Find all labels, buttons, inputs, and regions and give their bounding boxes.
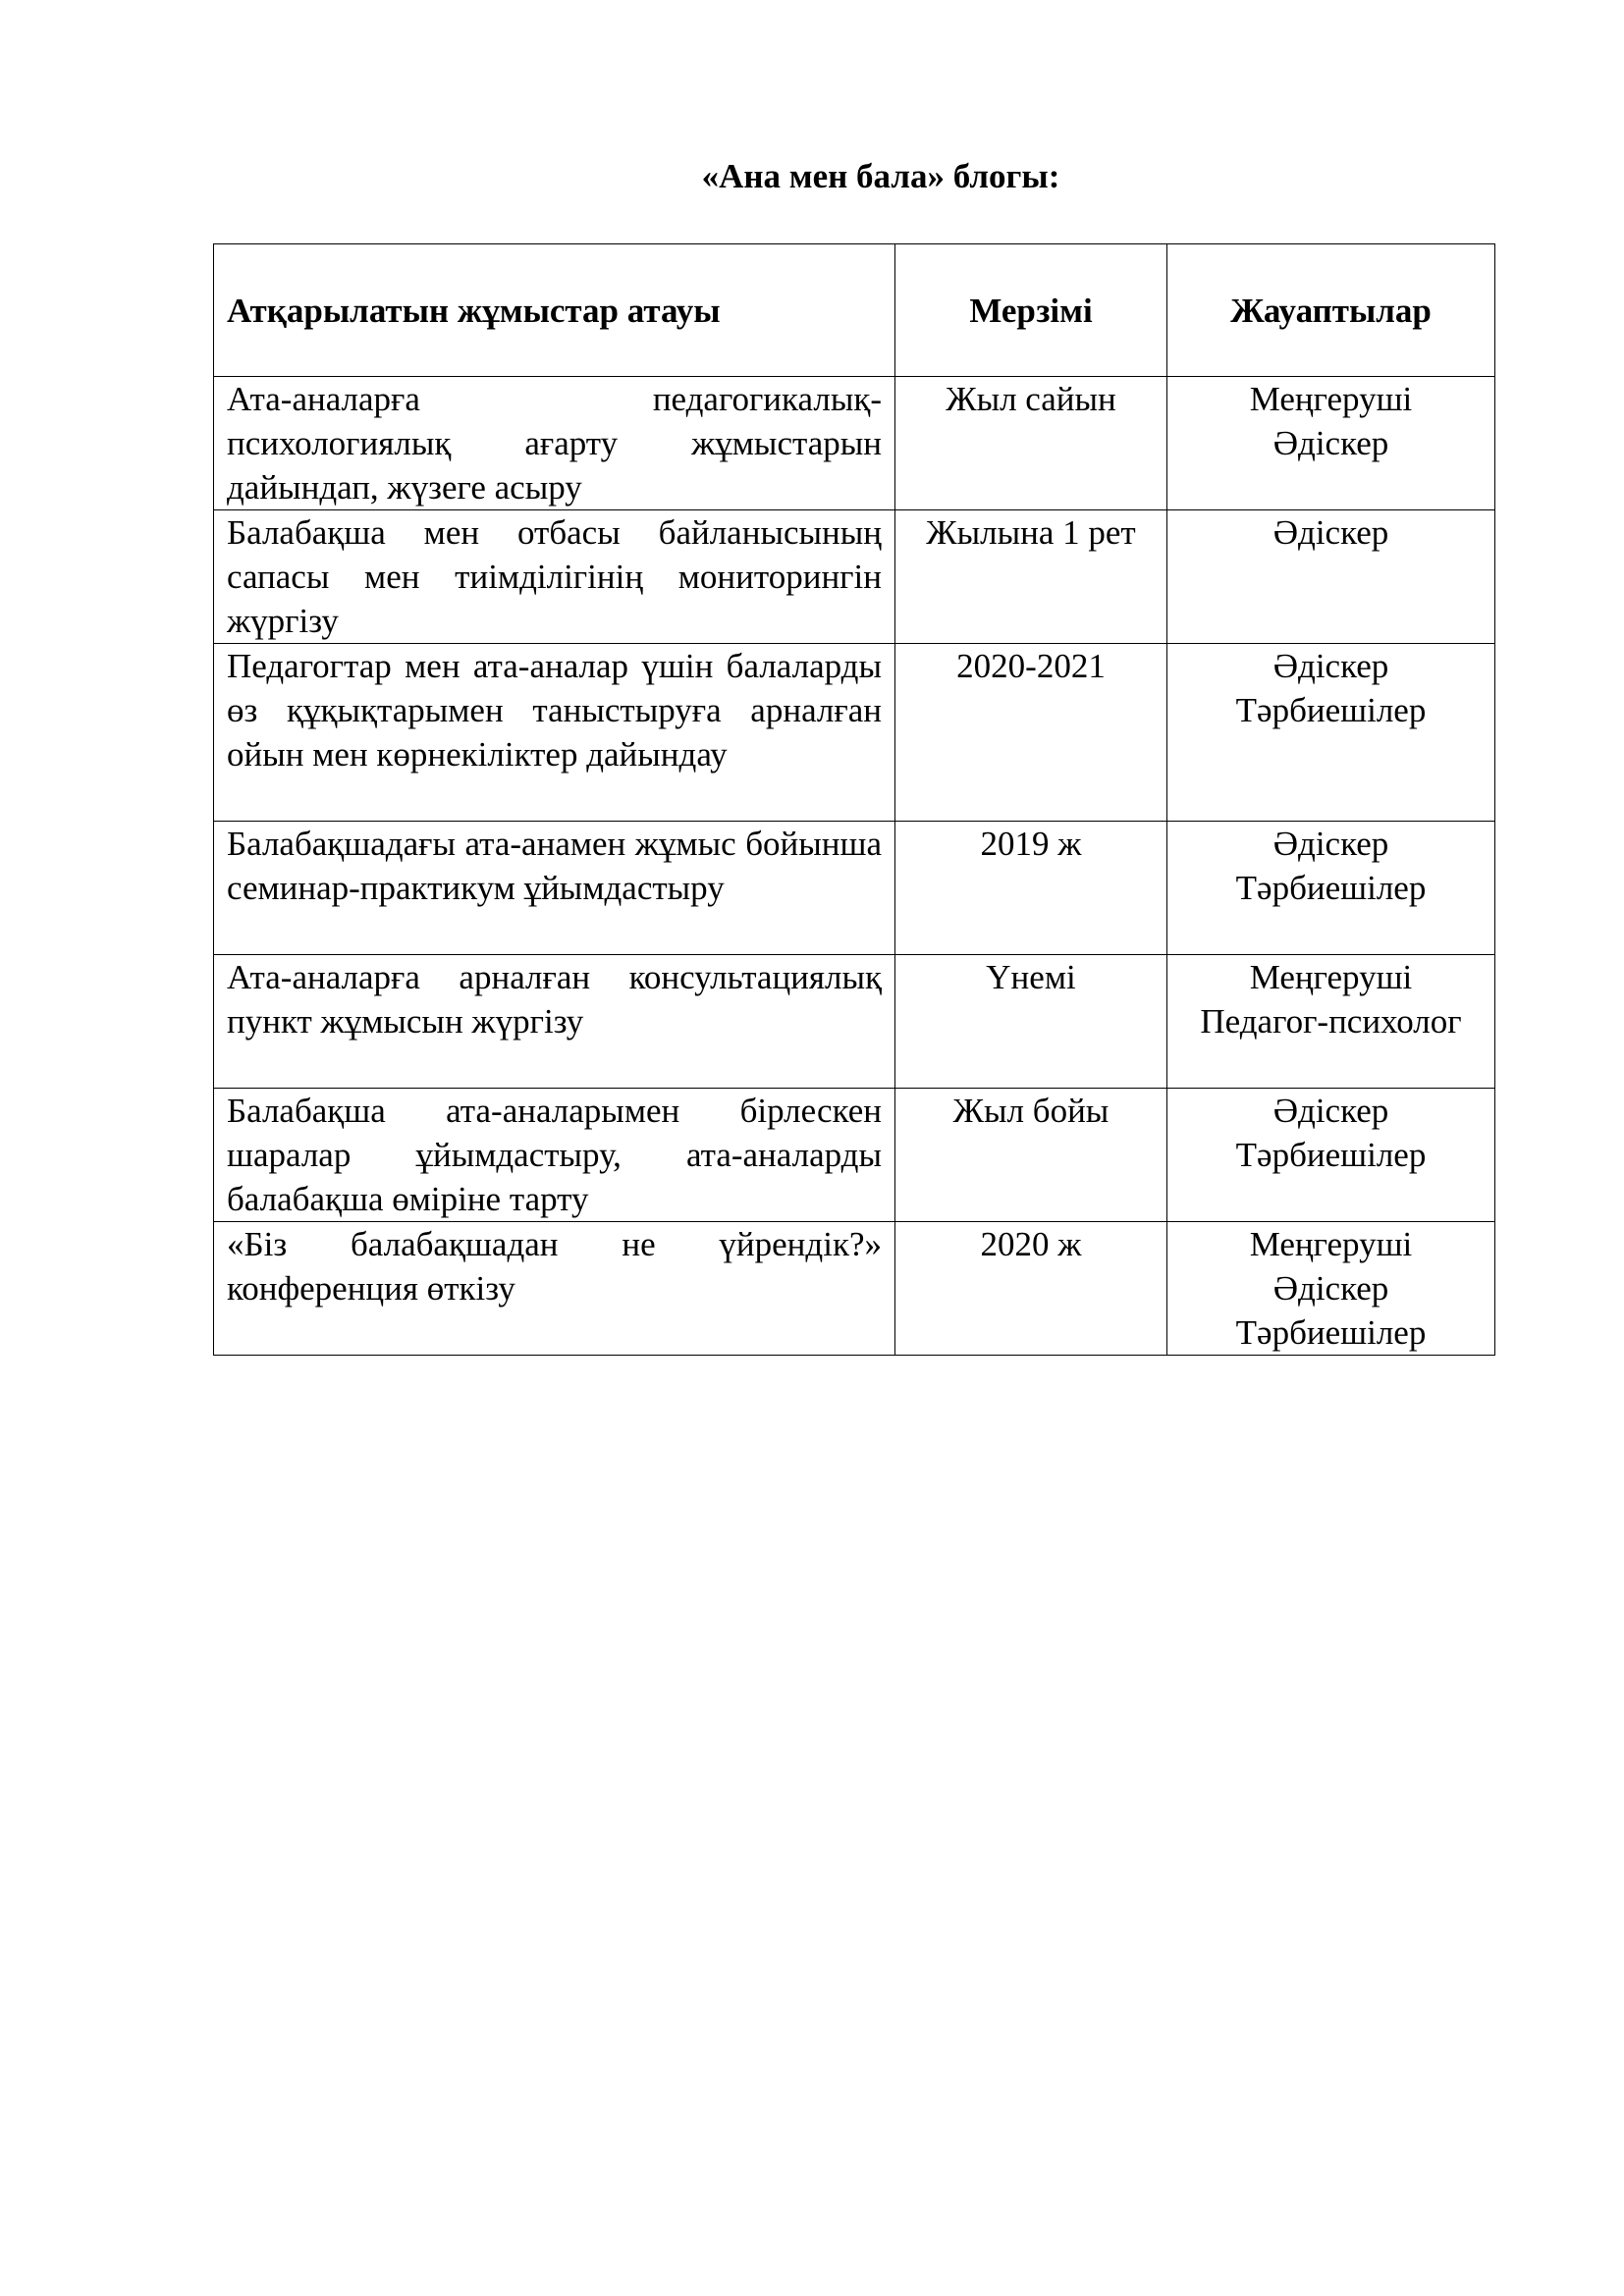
responsible-person: Меңгеруші [1249,958,1413,996]
table-row [214,510,1495,644]
row-term: 2019 ж [895,822,1167,955]
row-term: Жылына 1 рет [895,510,1167,644]
header-responsible: Жауаптылар [1167,244,1495,377]
table-row [214,822,1495,955]
row-term: Жыл бойы [895,1089,1167,1222]
row-name: Балабақша ата-аналарымен бірлескен шаралар ұйымдастыру, ата-аналарды балабақша өміріне тарту [214,1089,895,1222]
table-row [214,955,1495,1089]
row-responsible [1167,1222,1495,1356]
table-row [214,1089,1495,1222]
row-name: Ата-аналарға педагогикалық-психологиялық ағарту жұмыстарын дайындап, жүзеге асыру [214,377,895,510]
row-responsible [1167,510,1495,644]
row-name: Балабақшадағы ата-анамен жұмыс бойынша семинар-практикум ұйымдастыру [214,822,895,955]
responsible-person: Тәрбиешілер [1235,869,1427,907]
row-term: 2020-2021 [895,644,1167,822]
responsible-person: Әдіскер [1272,1092,1389,1130]
responsible-person: Меңгеруші [1249,1225,1413,1263]
row-responsible [1167,955,1495,1089]
row-term: Үнемі [895,955,1167,1089]
responsible-person: Тәрбиешілер [1235,1136,1427,1174]
row-responsible [1167,1089,1495,1222]
table-row [214,377,1495,510]
responsible-person: Тәрбиешілер [1235,1313,1427,1352]
row-term: 2020 ж [895,1222,1167,1356]
row-name: Педагогтар мен ата-аналар үшін балаларды өз құқықтарымен таныстыруға арналған ойын мен көрнекіліктер дайындау [214,644,895,822]
responsible-person: Педагог-психолог [1200,1002,1462,1041]
responsible-person: Әдіскер [1272,424,1389,462]
responsible-person: Әдіскер [1272,1269,1389,1308]
responsible-person: Әдіскер [1272,647,1389,685]
row-responsible [1167,377,1495,510]
row-term: Жыл сайын [895,377,1167,510]
table-row [214,644,1495,822]
responsible-person: Меңгеруші [1249,380,1413,418]
row-name: Балабақша мен отбасы байланысының сапасы мен тиімділігінің мониторингін жүргізу [214,510,895,644]
responsible-person: Әдіскер [1272,825,1389,863]
table-header-row [214,244,1495,377]
work-plan-table [213,243,1495,1356]
document-title: «Ана мен бала» блогы: [701,157,1060,195]
header-term: Мерзімі [895,244,1167,377]
responsible-person: Тәрбиешілер [1235,691,1427,729]
header-name: Атқарылатын жұмыстар атауы [214,244,895,377]
responsible-person: Әдіскер [1272,513,1389,552]
table-row [214,1222,1495,1356]
row-responsible [1167,644,1495,822]
row-name: Ата-аналарға арналған консультациялық пункт жұмысын жүргізу [214,955,895,1089]
row-responsible [1167,822,1495,955]
row-name: «Біз балабақшадан не үйрендік?» конференция өткізу [214,1222,895,1356]
